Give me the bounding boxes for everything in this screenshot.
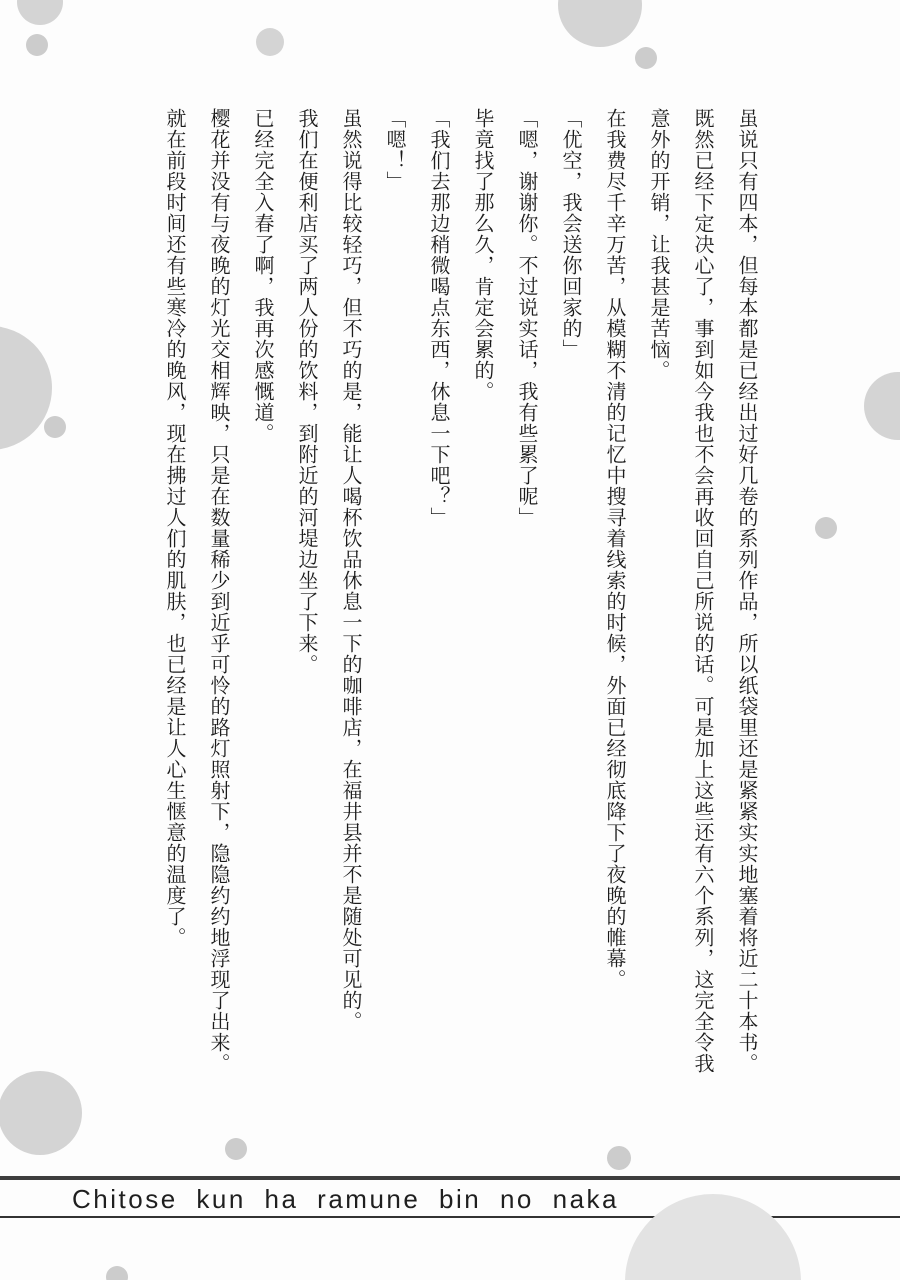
novel-paragraph-dialogue: 「优空，我会送你回家的」 [559, 108, 583, 360]
novel-paragraph-dialogue: 「我们去那边稍微喝点东西，休息一下吧？」 [427, 108, 451, 528]
novel-paragraph: 虽然说得比较轻巧，但不巧的是，能让人喝杯饮品休息一下的咖啡店，在福井县并不是随处可见的。 [339, 108, 363, 1032]
book-title-romaji: Chitose kun ha ramune bin no naka [72, 1184, 619, 1214]
decorative-circle [558, 0, 642, 47]
decorative-circle [625, 1194, 801, 1280]
decorative-circle [26, 34, 48, 56]
decorative-circle [0, 1071, 82, 1155]
decorative-circle [815, 517, 837, 539]
decorative-circle [44, 416, 66, 438]
novel-paragraph: 毕竟找了那么久，肯定会累的。 [471, 108, 495, 402]
decorative-circle [864, 372, 900, 440]
novel-paragraph: 已经完全入春了啊，我再次感慨道。 [251, 108, 275, 444]
novel-paragraph: 虽说只有四本，但每本都是已经出过好几卷的系列作品，所以纸袋里还是紧紧实实地塞着将近二十本书。 [735, 108, 759, 1074]
novel-paragraph-dialogue: 「嗯，谢谢你。不过说实话，我有些累了呢」 [515, 108, 539, 528]
novel-paragraph: 在我费尽千辛万苦，从模糊不清的记忆中搜寻着线索的时候，外面已经彻底降下了夜晚的帷幕。 [603, 108, 627, 990]
decorative-circle [635, 47, 657, 69]
novel-paragraph-dialogue: 「嗯！」 [383, 108, 407, 192]
footer-top-rule [0, 1176, 900, 1180]
decorative-circle [607, 1146, 631, 1170]
novel-text-block [153, 108, 769, 1078]
novel-paragraph: 既然已经下定决心了，事到如今我也不会再收回自己所说的话。可是加上这些还有六个系列，这完全令我意外的开销，让我甚是苦恼。 [647, 108, 715, 1074]
novel-paragraph: 樱花并没有与夜晚的灯光交相辉映，只是在数量稀少到近乎可怜的路灯照射下，隐隐约约地浮现了出来。 [207, 108, 231, 1074]
decorative-circle [225, 1138, 247, 1160]
decorative-circle [256, 28, 284, 56]
decorative-circle [106, 1266, 128, 1280]
novel-paragraph: 就在前段时间还有些寒冷的晚风，现在拂过人们的肌肤，也已经是让人心生惬意的温度了。 [163, 108, 187, 948]
decorative-circle [17, 0, 63, 25]
novel-paragraph: 我们在便利店买了两人份的饮料，到附近的河堤边坐了下来。 [295, 108, 319, 675]
